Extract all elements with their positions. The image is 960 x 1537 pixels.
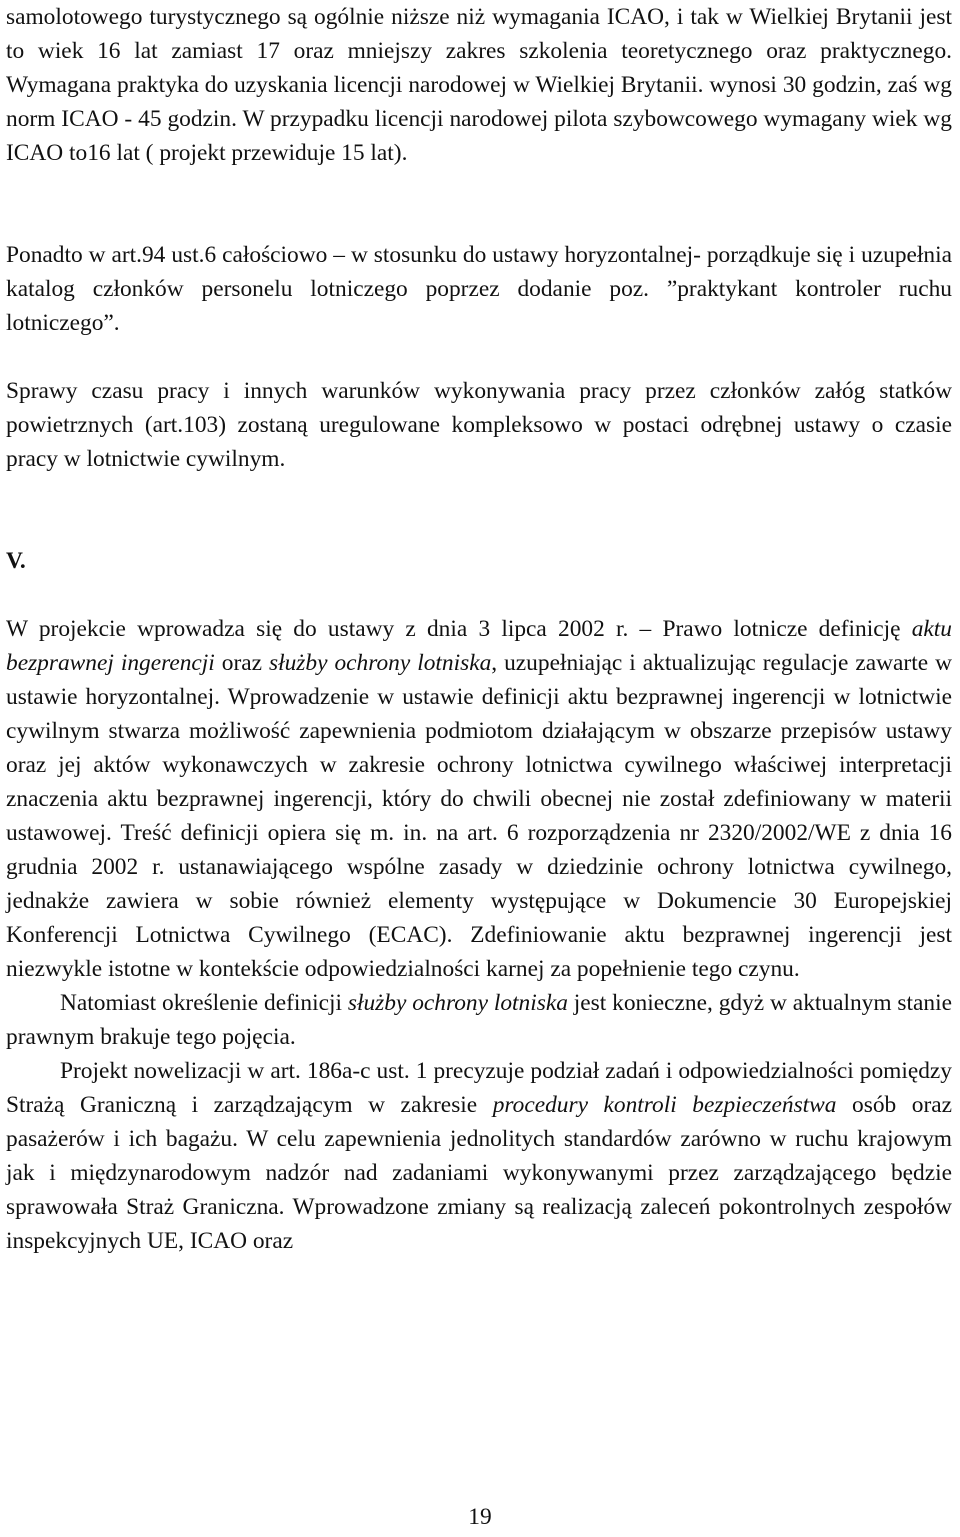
text-segment: , uzupełniając i aktualizując regulacje zawarte w ustawie horyzontalnej. Wprowadzenie w ustawie definicji aktu bezprawnej ingerencji w lotnictwie cywilnym stwarza możliwość zapewnienia podmiotom działającym w obszarze przepisów ustawy oraz jej aktów wykonawczych w zakresie ochrony lotnictwa cywilnego właściwej interpretacji znaczenia aktu bezprawnej ingerencji, który do chwili obecnej nie został zdefiniowany w materii ustawowej. Treść definicji opiera się m. in. na art. 6 rozporządzenia nr 2320/2002/WE z dnia 16 grudnia 2002 r. ustanawiającego wspólne zasady w dziedzinie ochrony lotnictwa cywilnego, jednakże zawiera w sobie również elementy występujące w Dokumencie 30 Europejskiej Konferencji Lotnictwa Cywilnego (ECAC). Zdefiniowanie aktu bezprawnej ingerencji jest niezwykle istotne w kontekście odpowiedzialności karnej za popełnienie tego czynu. bbox=[6, 650, 952, 982]
page-number: 19 bbox=[468, 1504, 492, 1530]
text-segment: oraz bbox=[214, 650, 269, 676]
italic-term: służby ochrony lotniska bbox=[269, 650, 492, 676]
document-page bbox=[6, 0, 952, 1258]
paragraph-licence-requirements: samolotowego turystycznego są ogólnie niższe niż wymagania ICAO, i tak w Wielkiej Brytanii jest to wiek 16 lat zamiast 17 oraz mniejszy zakres szkolenia teoretycznego oraz praktycznego. Wymagana praktyka do uzyskania licencji narodowej w Wielkiej Brytanii. wynosi 30 godzin, zaś wg norm ICAO - 45 godzin. W przypadku licencji narodowej pilota szybowcowego wymagany wiek wg ICAO to16 lat ( projekt przewiduje 15 lat). bbox=[6, 4, 952, 166]
section-heading: V. bbox=[6, 548, 26, 574]
paragraph-art186 bbox=[6, 1054, 952, 1258]
text-segment: jest konieczne, gdyż w aktualnym stanie prawnym brakuje tego pojęcia. bbox=[6, 990, 952, 1050]
text-segment: W projekcie wprowadza się do ustawy z dnia 3 lipca 2002 r. – Prawo lotnicze definicję bbox=[6, 616, 912, 642]
italic-term: aktu bezprawnej ingerencji bbox=[6, 616, 952, 676]
paragraph-art103: Sprawy czasu pracy i innych warunków wykonywania pracy przez członków załóg statków powietrznych (art.103) zostaną uregulowane kompleksowo w postaci odrębnej ustawy o czasie pracy w lotnictwie cywilnym. bbox=[6, 378, 952, 472]
paragraph-airport-security-definition bbox=[6, 986, 952, 1054]
text-segment: osób oraz pasażerów i ich bagażu. W celu zapewnienia jednolitych standardów zarówno w ruchu krajowym jak i międzynarodowym nadzór nad zadaniami wykonywanymi przez zarządzającego będzie sprawowała Straż Graniczna. Wprowadzone zmiany są realizacją zaleceń pokontrolnych zespołów inspekcyjnych UE, ICAO oraz bbox=[6, 1092, 953, 1254]
italic-term: służby ochrony lotniska bbox=[347, 990, 568, 1016]
italic-term: procedury kontroli bezpieczeństwa bbox=[492, 1092, 837, 1118]
paragraph-definitions bbox=[6, 612, 952, 986]
text-segment: Natomiast określenie definicji bbox=[60, 990, 348, 1016]
paragraph-art94: Ponadto w art.94 ust.6 całościowo – w stosunku do ustawy horyzontalnej- porządkuje się i uzupełnia katalog członków personelu lotniczego poprzez dodanie poz. ”praktykant kontroler ruchu lotniczego”. bbox=[6, 242, 952, 336]
text-segment: Projekt nowelizacji w art. 186a-c ust. 1 precyzuje podział zadań i odpowiedzialności pomiędzy Strażą Graniczną i zarządzającym w zakresie bbox=[6, 1058, 952, 1118]
